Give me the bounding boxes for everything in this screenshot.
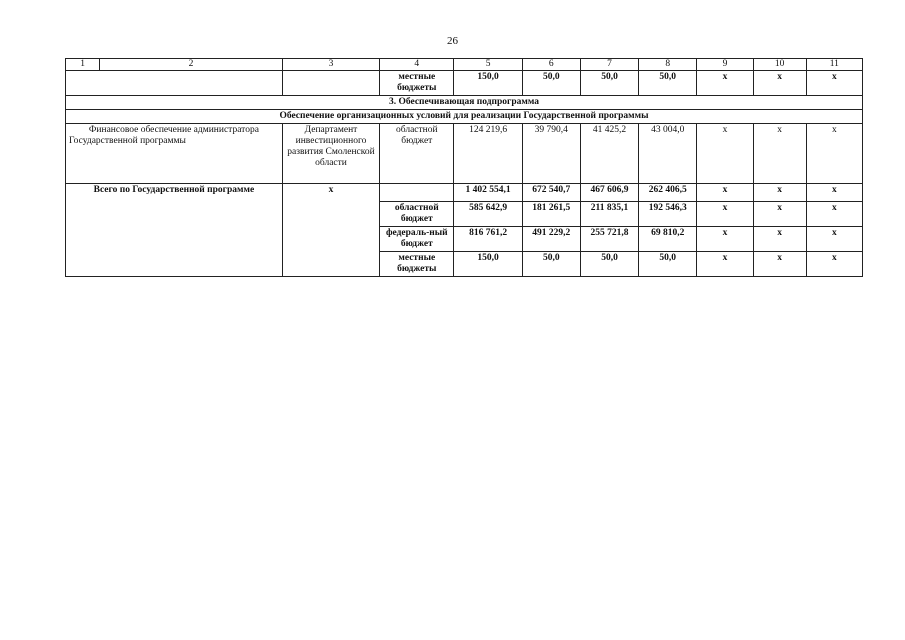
value-cell: 124 219,6 — [454, 124, 522, 184]
value-cell: 585 642,9 — [454, 202, 522, 227]
value-cell: x — [806, 202, 862, 227]
value-cell: 150,0 — [454, 252, 522, 277]
value-cell: 150,0 — [454, 71, 522, 96]
source-cell: областной бюджет — [380, 202, 454, 227]
header-cell-2: 2 — [100, 59, 283, 71]
value-cell: x — [806, 71, 862, 96]
header-cell-3: 3 — [282, 59, 379, 71]
empty-cell — [66, 71, 283, 96]
value-cell: x — [806, 227, 862, 252]
source-cell — [380, 184, 454, 202]
total-row — [66, 184, 863, 202]
budget-table — [65, 58, 863, 277]
source-cell: местные бюджеты — [380, 71, 454, 96]
value-cell: 50,0 — [522, 71, 580, 96]
value-cell: 41 425,2 — [580, 124, 638, 184]
value-cell: x — [753, 71, 806, 96]
value-cell: 50,0 — [639, 71, 697, 96]
value-cell: x — [806, 184, 862, 202]
value-cell: 39 790,4 — [522, 124, 580, 184]
value-cell: 192 546,3 — [639, 202, 697, 227]
value-cell: 816 761,2 — [454, 227, 522, 252]
header-cell-8: 8 — [639, 59, 697, 71]
total-name: Всего по Государственной программе — [66, 184, 283, 277]
subsection-row — [66, 110, 863, 124]
source-cell: местные бюджеты — [380, 252, 454, 277]
value-cell: 50,0 — [580, 71, 638, 96]
header-cell-4: 4 — [380, 59, 454, 71]
value-cell: x — [753, 184, 806, 202]
value-cell: 467 606,9 — [580, 184, 638, 202]
section-title: 3. Обеспечивающая подпрограмма — [66, 96, 863, 110]
empty-cell — [282, 71, 379, 96]
table-row — [66, 124, 863, 184]
value-cell: 255 721,8 — [580, 227, 638, 252]
value-cell: 491 229,2 — [522, 227, 580, 252]
value-cell: x — [697, 227, 753, 252]
measure-name: Финансовое обеспечение администратора Государственной программы — [66, 124, 283, 184]
executor-cell: Департамент инвестиционного развития Смоленской области — [282, 124, 379, 184]
value-cell: x — [753, 124, 806, 184]
page-number: 26 — [447, 35, 458, 47]
value-cell: x — [697, 184, 753, 202]
header-cell-11: 11 — [806, 59, 862, 71]
header-cell-5: 5 — [454, 59, 522, 71]
value-cell: x — [753, 202, 806, 227]
subsection-title: Обеспечение организационных условий для реализации Государственной программы — [66, 110, 863, 124]
header-cell-9: 9 — [697, 59, 753, 71]
value-cell: x — [753, 252, 806, 277]
source-cell: областной бюджет — [380, 124, 454, 184]
value-cell: x — [806, 124, 862, 184]
value-cell: 181 261,5 — [522, 202, 580, 227]
value-cell: 50,0 — [522, 252, 580, 277]
header-row — [66, 59, 863, 71]
value-cell: x — [806, 252, 862, 277]
value-cell: x — [697, 71, 753, 96]
header-cell-6: 6 — [522, 59, 580, 71]
header-cell-1: 1 — [66, 59, 100, 71]
value-cell: 50,0 — [639, 252, 697, 277]
total-executor: x — [282, 184, 379, 277]
value-cell: 672 540,7 — [522, 184, 580, 202]
value-cell: 211 835,1 — [580, 202, 638, 227]
value-cell: 262 406,5 — [639, 184, 697, 202]
value-cell: 43 004,0 — [639, 124, 697, 184]
value-cell: 50,0 — [580, 252, 638, 277]
header-cell-10: 10 — [753, 59, 806, 71]
value-cell: x — [753, 227, 806, 252]
section-row — [66, 96, 863, 110]
value-cell: 69 810,2 — [639, 227, 697, 252]
source-cell: федераль-ный бюджет — [380, 227, 454, 252]
value-cell: x — [697, 124, 753, 184]
value-cell: 1 402 554,1 — [454, 184, 522, 202]
header-cell-7: 7 — [580, 59, 638, 71]
table-row — [66, 71, 863, 96]
value-cell: x — [697, 252, 753, 277]
value-cell: x — [697, 202, 753, 227]
